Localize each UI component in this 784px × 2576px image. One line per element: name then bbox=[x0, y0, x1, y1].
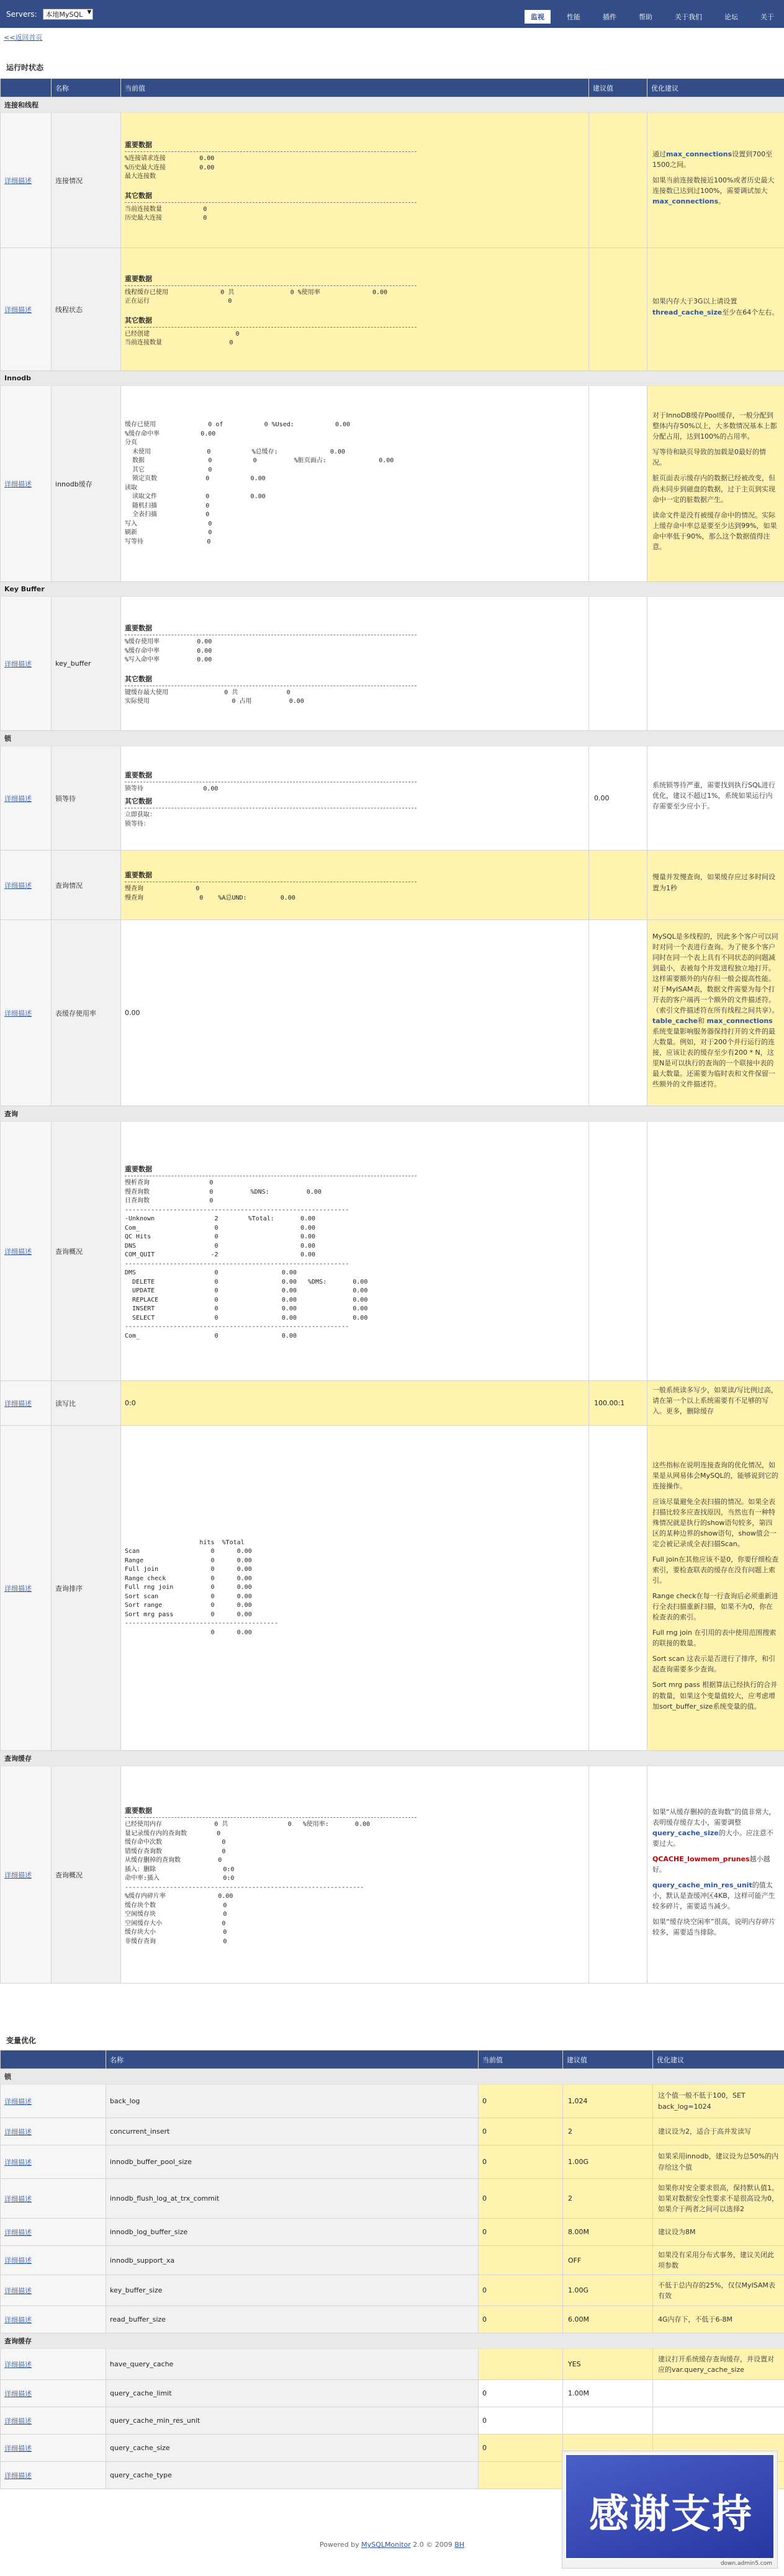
detail-cell bbox=[1, 2380, 106, 2407]
var-advice bbox=[653, 2380, 784, 2407]
var-advice: 如果没有采用分布式事务，建议关闭此项参数 bbox=[653, 2246, 784, 2275]
detail-link[interactable]: 详细描述 bbox=[4, 794, 32, 803]
var-name: innodb_buffer_pool_size bbox=[106, 2145, 479, 2179]
detail-cell bbox=[1, 2118, 106, 2145]
tab-help[interactable]: 帮助 bbox=[639, 13, 652, 21]
var-advice: 建议设为2，适合于高并发读写 bbox=[653, 2118, 784, 2145]
var-advice: 这个值一般不低于100，SET back_log=1024 bbox=[653, 2085, 784, 2118]
advice-cell bbox=[647, 920, 784, 1106]
detail-link[interactable]: 详细描述 bbox=[4, 2471, 32, 2480]
advice-cell bbox=[647, 386, 784, 582]
group-row bbox=[1, 2333, 784, 2349]
var-suggested: 8.00M bbox=[563, 2219, 653, 2246]
key-data-text: %缓存使用率 0.00 %缓存命中率 0.00 %写入命中率 0.00 bbox=[125, 638, 212, 664]
table-row bbox=[1, 386, 784, 582]
detail-link[interactable]: 详细描述 bbox=[4, 2127, 32, 2136]
server-select[interactable] bbox=[43, 9, 93, 20]
header-col-suggested: 建议值 bbox=[563, 2051, 653, 2069]
suggested-value bbox=[589, 1426, 647, 1751]
var-advice: 如果你对安全要求很高，保持默认值1。如果对数据安全性要求不是很高设为0，如果介于两者之间可以选择2 bbox=[653, 2179, 784, 2219]
table-row bbox=[1, 746, 784, 851]
detail-cell bbox=[1, 248, 52, 371]
table-row bbox=[1, 1381, 784, 1426]
advice-text: 如果“从缓存删掉的查询数”的值非常大，表明缓存缓存太小，需要调整 bbox=[652, 1807, 776, 1827]
detail-cell bbox=[1, 2306, 106, 2333]
detail-link[interactable]: 详细描述 bbox=[4, 2444, 32, 2453]
key-data-title: 重要数据 bbox=[125, 274, 152, 283]
detail-link[interactable]: 详细描述 bbox=[4, 1009, 32, 1017]
current-value bbox=[121, 1122, 589, 1381]
key-data-text: 线程缓存已使用 0 共 0 %使用率 0.00 正在运行 0 bbox=[125, 288, 388, 305]
table-row bbox=[1, 1122, 784, 1381]
table-row bbox=[1, 113, 784, 248]
advice-text: Sort mrg pass 根据算法已经执行的合并的数量，如果这个变量值较大，应考虑增加sort_buffer_size系统变量的值。 bbox=[652, 1681, 778, 1711]
advice-text: 和 bbox=[698, 1017, 705, 1026]
current-value bbox=[121, 1766, 589, 1983]
var-name: innodb_log_buffer_size bbox=[106, 2219, 479, 2246]
query-stats-text: 慢析查询 0 慢查询数 0 %DNS: 0.00 日查询数 0 ------------------------------------------------------------ -Unknown 2 %Total: 0.00 Com_ 0 0.00 QC Hits 0 0.00 DNS 0 0.00 COM_QUIT -2 0.00 ------------------------------------------------------------ DMS 0 0.00 DELETE 0 0.00 %DMS: 0.00 UPDATE 0 0.00 0.00 REPLACE 0 0.00 0.00 INSERT 0 0.00 0.00 SELECT 0 0.00 0.00 ------------------------------------------------------------ Com_ 0 0.00 bbox=[125, 1179, 368, 1339]
suggested-value bbox=[589, 597, 647, 731]
detail-cell bbox=[1, 2275, 106, 2306]
advice-highlight: max_connections bbox=[706, 1017, 773, 1026]
detail-cell bbox=[1, 2407, 106, 2435]
server-select-value: 本地MySQL bbox=[45, 11, 83, 19]
detail-link[interactable]: 详细描述 bbox=[4, 1871, 32, 1879]
suggested-value bbox=[589, 851, 647, 920]
vars-table bbox=[0, 2050, 784, 2489]
other-data-text: 键缓存最大使用 0 共 0 实际使用 0 占用 0.00 bbox=[125, 689, 304, 705]
group-query: 查询 bbox=[1, 1106, 784, 1122]
var-row bbox=[1, 2349, 784, 2380]
current-value bbox=[121, 248, 589, 371]
advice-text: 的大小。应注意不要过大。 bbox=[652, 1828, 773, 1848]
tab-forum[interactable]: 论坛 bbox=[724, 13, 738, 21]
row-name: 读写比 bbox=[52, 1381, 121, 1426]
detail-link[interactable]: 详细描述 bbox=[4, 2389, 32, 2398]
detail-cell bbox=[1, 2085, 106, 2118]
var-row bbox=[1, 2246, 784, 2275]
detail-cell bbox=[1, 1381, 52, 1426]
var-current: 0 bbox=[479, 2275, 563, 2306]
group-row bbox=[1, 97, 784, 113]
detail-cell bbox=[1, 2349, 106, 2380]
current-value bbox=[121, 1426, 589, 1751]
current-value bbox=[121, 746, 589, 851]
detail-cell bbox=[1, 386, 52, 582]
other-data-title: 其它数据 bbox=[125, 797, 152, 806]
header-col-name: 名称 bbox=[52, 79, 121, 97]
advice-highlight: query_cache_size bbox=[652, 1828, 719, 1837]
detail-cell bbox=[1, 920, 52, 1106]
detail-link[interactable]: 详细描述 bbox=[4, 1247, 32, 1256]
detail-cell bbox=[1, 2246, 106, 2275]
key-data-title: 重要数据 bbox=[125, 1807, 152, 1815]
suggested-value bbox=[589, 920, 647, 1106]
var-suggested: 1.00G bbox=[563, 2145, 653, 2179]
detail-link[interactable]: 详细描述 bbox=[4, 2194, 32, 2203]
var-suggested bbox=[563, 2407, 653, 2435]
advice-text: 的值太小，默认是查缓冲区4KB，这样可能产生较多碎片，需要适当减少。 bbox=[652, 1881, 775, 1911]
var-name: key_buffer_size bbox=[106, 2275, 479, 2306]
header-col-current: 当前值 bbox=[479, 2051, 563, 2069]
advice-highlight: query_cache_min_res_unit bbox=[652, 1881, 752, 1890]
var-current bbox=[479, 2246, 563, 2275]
detail-cell bbox=[1, 2435, 106, 2462]
var-row bbox=[1, 2407, 784, 2435]
back-home-link[interactable]: <<返回首页 bbox=[4, 34, 43, 42]
var-current: 0 bbox=[479, 2306, 563, 2333]
detail-cell bbox=[1, 1426, 52, 1751]
advice-text: 脏页面表示缓存内的数据已经被改变，但尚未同步到磁盘的数据，过于主页到实现命中一定的脏数据产生。 bbox=[652, 474, 775, 504]
footer-text: Powered by bbox=[319, 2541, 362, 2549]
detail-cell bbox=[1, 597, 52, 731]
advice-text: 如果内存大于3G以上请设置 bbox=[652, 297, 737, 306]
var-current bbox=[479, 2349, 563, 2380]
advice-cell bbox=[647, 746, 784, 851]
var-suggested: 6.00M bbox=[563, 2306, 653, 2333]
advice-highlight: max_connections bbox=[652, 197, 719, 206]
query-cache-stats-text: 已经使用内存 0 共 0 %使用率: 0.00 量记录缓存内的查询数 0 缓存命中次数 0 错缓存查询数 0 从缓存删掉的查询数 0 插入：删除 0:0 命中率:插入 0:0 ---------------------------------------------------------------- %缓存内碎片率 0.00 缓存块个数 0 空闲缓存块 0 空闲缓存大小 0 缓存块大小 0 非缓存查询 0 bbox=[125, 1821, 371, 1945]
other-data-title: 其它数据 bbox=[125, 191, 152, 200]
other-data-text: 已经创建 0 当前连接数量 0 bbox=[125, 330, 240, 346]
server-selector-label bbox=[6, 9, 93, 20]
group-conn: 连接和线程 bbox=[1, 97, 784, 113]
header-col-suggested: 建议值 bbox=[589, 79, 647, 97]
key-data-title: 重要数据 bbox=[125, 871, 152, 879]
advice-text: 一般系统读多写少，如果读/写比例过高，请在第一个以上系统需要有不足够的写入。更多，删除缓存 bbox=[652, 1386, 778, 1416]
row-name: 查询情况 bbox=[52, 851, 121, 920]
servers-label: Servers: bbox=[6, 10, 37, 19]
var-current: 0 bbox=[479, 2145, 563, 2179]
advice-cell bbox=[647, 1766, 784, 1983]
group-row bbox=[1, 2069, 784, 2085]
main-nav bbox=[515, 10, 780, 24]
table-row bbox=[1, 851, 784, 920]
var-current: 0 bbox=[479, 2219, 563, 2246]
group-row bbox=[1, 1106, 784, 1122]
header-col-advice: 优化建议 bbox=[647, 79, 784, 97]
group-row bbox=[1, 371, 784, 386]
suggested-value: 0.00 bbox=[589, 746, 647, 851]
table-row bbox=[1, 1766, 784, 1983]
footer-link-bh[interactable]: BH bbox=[454, 2541, 465, 2549]
detail-link[interactable]: 详细描述 bbox=[4, 2315, 32, 2324]
var-name: have_query_cache bbox=[106, 2349, 479, 2380]
detail-link[interactable]: 详细描述 bbox=[4, 176, 32, 185]
row-name: 线程状态 bbox=[52, 248, 121, 371]
detail-cell bbox=[1, 746, 52, 851]
advice-cell bbox=[647, 1381, 784, 1426]
chevron-down-icon: ▼ bbox=[87, 9, 92, 16]
current-value bbox=[121, 597, 589, 731]
detail-cell bbox=[1, 2179, 106, 2219]
innodb-stats-text: 缓存已使用 0 of 0 %Used: 0.00 %缓存命中率 0.00 分页 未使用 0 %总缓存: 0.00 数据 0 0 %脏页面占: 0.00 其它 0 锁定页数 0 0.00 读取 读取文件 0 0.00 随机扫描 0 全表扫描 0 写入 0 刷新 0 写等待 0 bbox=[125, 421, 394, 545]
header-col-name: 名称 bbox=[106, 2051, 479, 2069]
detail-link[interactable]: 详细描述 bbox=[4, 2158, 32, 2167]
suggested-value bbox=[589, 386, 647, 582]
var-name: back_log bbox=[106, 2085, 479, 2118]
var-advice: 建议打开系统缓存查询缓存，并设置对应的var.query_cache_size bbox=[653, 2349, 784, 2380]
advice-cell bbox=[647, 113, 784, 248]
thanks-banner bbox=[562, 2451, 778, 2569]
var-row bbox=[1, 2306, 784, 2333]
key-data-text: 慢查询 0 慢查询 0 %A总UND: 0.00 bbox=[125, 885, 295, 901]
detail-cell bbox=[1, 851, 52, 920]
current-value bbox=[121, 113, 589, 248]
detail-link[interactable]: 详细描述 bbox=[4, 305, 32, 314]
vars-header-row bbox=[1, 2051, 784, 2069]
var-current: 0 bbox=[479, 2118, 563, 2145]
other-data-title: 其它数据 bbox=[125, 674, 152, 683]
advice-text: 写等待和缺页导致的加载是0最好的情况。 bbox=[652, 448, 766, 467]
var-name: query_cache_size bbox=[106, 2435, 479, 2462]
var-row bbox=[1, 2118, 784, 2145]
advice-text: Full join在其他应该不是0，你要仔细检查索引，要检查联表的缓存在没有问题上索引。 bbox=[652, 1555, 779, 1585]
key-data-title: 重要数据 bbox=[125, 1165, 152, 1173]
var-row bbox=[1, 2085, 784, 2118]
var-current: 0 bbox=[479, 2380, 563, 2407]
other-data-title: 其它数据 bbox=[125, 316, 152, 324]
advice-text: 如果当前连接数接近100%或者历史最大连接数已达到过100%，需要调试加大 bbox=[652, 176, 775, 195]
key-data-title: 重要数据 bbox=[125, 141, 152, 150]
var-advice: 4G内存下，不低于6-8M bbox=[653, 2306, 784, 2333]
var-name: query_cache_min_res_unit bbox=[106, 2407, 479, 2435]
tab-about[interactable]: 关于 bbox=[760, 13, 774, 21]
sort-stats-text: hits %Total Scan 0 0.00 Range 0 0.00 Full join 0 0.00 Range check 0 0.00 Full rng join 0 0.00 Sort scan 0 0.00 Sort range 0 0.00 Sort mrg pass 0 0.00 ----------------------------------------- 0 0.00 bbox=[125, 1539, 278, 1636]
thanks-banner-box bbox=[565, 2454, 775, 2559]
var-name: concurrent_insert bbox=[106, 2118, 479, 2145]
key-data-title: 重要数据 bbox=[125, 624, 152, 633]
advice-text: 如果“缓存块空闲率”很高，说明内存碎片较多，需要适当排除。 bbox=[652, 1918, 776, 1937]
var-advice bbox=[653, 2407, 784, 2435]
var-advice: 不低于总内存的25%，仅仅MyISAM表有效 bbox=[653, 2275, 784, 2306]
detail-cell bbox=[1, 1122, 52, 1381]
vars-section-title: 变量优化 bbox=[6, 2036, 37, 2045]
row-name: 锁等待 bbox=[52, 746, 121, 851]
tab-plugins[interactable]: 插件 bbox=[603, 13, 616, 21]
var-suggested: 1.00G bbox=[563, 2275, 653, 2306]
var-current bbox=[479, 2462, 563, 2489]
var-name: query_cache_limit bbox=[106, 2380, 479, 2407]
group-lock: 锁 bbox=[1, 731, 784, 746]
advice-highlight: thread_cache_size bbox=[652, 308, 723, 316]
var-suggested: 2 bbox=[563, 2179, 653, 2219]
detail-cell bbox=[1, 2462, 106, 2489]
detail-cell bbox=[1, 113, 52, 248]
detail-link[interactable]: 详细描述 bbox=[4, 2360, 32, 2369]
detail-link[interactable]: 详细描述 bbox=[4, 2417, 32, 2425]
advice-text: 系统锁等待严重，需要找到执行SQL进行优化，建议不超过1%，系统如果运行内存需要至少应小于。 bbox=[652, 780, 775, 811]
tab-monitor[interactable]: 监视 bbox=[525, 10, 551, 24]
detail-link[interactable]: 详细描述 bbox=[4, 2097, 32, 2106]
var-current: 0 bbox=[479, 2407, 563, 2435]
table-row bbox=[1, 597, 784, 731]
var-suggested: YES bbox=[563, 2349, 653, 2380]
footer-text: 2.0 © 2009 bbox=[410, 2541, 455, 2549]
var-row bbox=[1, 2275, 784, 2306]
detail-link[interactable]: 详细描述 bbox=[4, 1584, 32, 1593]
row-name: 查询排序 bbox=[52, 1426, 121, 1751]
var-advice: 如果采用innodb，建议设为总50%的内存给这个值 bbox=[653, 2145, 784, 2179]
suggested-value bbox=[589, 1122, 647, 1381]
advice-cell bbox=[647, 1122, 784, 1381]
advice-warning: QCACHE_lowmem_prunes bbox=[652, 1855, 750, 1864]
group-row bbox=[1, 582, 784, 597]
key-data-text: 锁等待 0.00 bbox=[125, 785, 219, 792]
advice-text: 应该尽量避免全表扫描的情况。如果全表扫描比较多应查找原因，当然也有一种特殊情况就是执行的show语句较多，第四区的某种边界的show语句，show值会一定会被记录成全表扫描Scan。 bbox=[652, 1497, 777, 1548]
table-row bbox=[1, 920, 784, 1106]
group-keybuffer: Key Buffer bbox=[1, 582, 784, 597]
tab-about-us[interactable]: 关于我们 bbox=[675, 13, 702, 21]
var-row bbox=[1, 2145, 784, 2179]
advice-highlight: table_cache bbox=[652, 1017, 698, 1026]
advice-cell bbox=[647, 597, 784, 731]
detail-link[interactable]: 详细描述 bbox=[4, 480, 32, 488]
detail-cell bbox=[1, 1766, 52, 1983]
advice-text: Sort scan 这表示是否进行了排序，和引起查询需要多少查询。 bbox=[652, 1655, 776, 1674]
status-section-title: 运行时状态 bbox=[6, 63, 44, 72]
var-current: 0 bbox=[479, 2179, 563, 2219]
var-suggested: 1.00M bbox=[563, 2380, 653, 2407]
other-data-text: 立即获取： 锁等待： bbox=[125, 812, 156, 828]
row-name: key_buffer bbox=[52, 597, 121, 731]
var-name: query_cache_type bbox=[106, 2462, 479, 2489]
current-value bbox=[121, 386, 589, 582]
advice-text: 至少在64个左右。 bbox=[722, 308, 779, 316]
detail-link[interactable]: 详细描述 bbox=[4, 2286, 32, 2295]
row-name: 表缓存使用率 bbox=[52, 920, 121, 1106]
status-header-row bbox=[1, 79, 784, 97]
thanks-text: 感谢支持 bbox=[589, 2492, 753, 2538]
detail-link[interactable]: 详细描述 bbox=[4, 2256, 32, 2265]
advice-cell bbox=[647, 248, 784, 371]
row-name: 连接情况 bbox=[52, 113, 121, 248]
advice-text: 慢量并发慢查询，如果缓存应过多时间设置为1秒 bbox=[652, 873, 775, 892]
header-col-0 bbox=[1, 79, 52, 97]
suggested-value bbox=[589, 113, 647, 248]
key-data-text: %连接请求连接 0.00 %历史最大连接 0.00 最大连接数 bbox=[125, 155, 215, 181]
group-innodb: Innodb bbox=[1, 371, 784, 386]
var-suggested: 1,024 bbox=[563, 2085, 653, 2118]
detail-cell bbox=[1, 2219, 106, 2246]
var-suggested: OFF bbox=[563, 2246, 653, 2275]
other-data-text: 当前连接数量 0 历史最大连接 0 bbox=[125, 205, 207, 222]
advice-text: 通过 bbox=[652, 150, 666, 158]
advice-text: 设置到700至1500之间。 bbox=[652, 150, 773, 169]
header-col-current: 当前值 bbox=[121, 79, 589, 97]
detail-link[interactable]: 详细描述 bbox=[4, 1399, 32, 1408]
header-col-0 bbox=[1, 2051, 106, 2069]
advice-text: MySQL是多线程的，因此多个客户可以同时对同一个表进行查询。为了使多个客户同时在同一个表上具有不同状态的问题减到最小，表被每个并发进程独立地打开。这样需要额外的内存但一般会提高性能。对于MyISAM表，数据文件需要为每个打开表的客户端再一个额外的文件描述符。（索引文件描述符在所有线程之间共享）。 bbox=[652, 932, 779, 1014]
detail-link[interactable]: 详细描述 bbox=[4, 660, 32, 668]
detail-cell bbox=[1, 2145, 106, 2179]
current-value bbox=[121, 851, 589, 920]
row-name: innodb缓存 bbox=[52, 386, 121, 582]
var-current: 0 bbox=[479, 2085, 563, 2118]
advice-text: 对于InnoDB缓存Pool缓存，一般分配到整体内存50%以上，大多数情况基本上都分配占用，达到100%的占用率。 bbox=[652, 411, 777, 441]
footer-link-monitor[interactable]: MySQLMonitor bbox=[361, 2541, 411, 2549]
advice-text: 越小越好。 bbox=[652, 1855, 770, 1874]
tab-performance[interactable]: 性能 bbox=[567, 13, 580, 21]
var-row bbox=[1, 2219, 784, 2246]
advice-text: 系统变量影响服务器保持打开的文件的最大数量。例如，对于200个并行运行的连接，应该让表的缓存至少有200 * N，这里N是可以执行的查询的一个联接中表的最大数量。还需要为临时表和文件保留一些额外的文件描述符。 bbox=[652, 1027, 775, 1089]
var-advice: 建议设为8M bbox=[653, 2219, 784, 2246]
vars-group-lock: 锁 bbox=[1, 2069, 784, 2085]
row-name: 查询概况 bbox=[52, 1122, 121, 1381]
advice-cell bbox=[647, 1426, 784, 1751]
var-name: innodb_flush_log_at_trx_commit bbox=[106, 2179, 479, 2219]
var-name: read_buffer_size bbox=[106, 2306, 479, 2333]
status-table bbox=[0, 78, 784, 1983]
table-row bbox=[1, 248, 784, 371]
advice-highlight: max_connections bbox=[666, 150, 732, 158]
header-col-advice: 优化建议 bbox=[653, 2051, 784, 2069]
advice-text: Full rng join 在引用的表中使用范围搜索的联接的数量。 bbox=[652, 1629, 777, 1648]
var-row bbox=[1, 2380, 784, 2407]
detail-link[interactable]: 详细描述 bbox=[4, 881, 32, 890]
key-data-title: 重要数据 bbox=[125, 771, 152, 779]
table-row bbox=[1, 1426, 784, 1751]
group-qcache: 查询缓存 bbox=[1, 1751, 784, 1766]
current-value: 0:0 bbox=[121, 1381, 589, 1426]
group-row bbox=[1, 1751, 784, 1766]
group-row bbox=[1, 731, 784, 746]
var-suggested: 2 bbox=[563, 2118, 653, 2145]
advice-text: 。 bbox=[718, 197, 726, 206]
var-row bbox=[1, 2179, 784, 2219]
suggested-value: 100.00:1 bbox=[589, 1381, 647, 1426]
row-name: 查询概况 bbox=[52, 1766, 121, 1983]
advice-text: 读命文件是没有被缓存命中的情况。实际上缓存命中率总是要至少达到99%，如果命中率低于90%，那么这个数据值得注意。 bbox=[652, 511, 777, 551]
advice-text: Range check在每一行查询后必须重新进行全表扫描重新扫描，如果不为0，你在检查表的索引。 bbox=[652, 1592, 778, 1622]
var-current: 0 bbox=[479, 2435, 563, 2462]
suggested-value bbox=[589, 248, 647, 371]
detail-link[interactable]: 详细描述 bbox=[4, 2228, 32, 2237]
banner-url: down.admin5.com bbox=[720, 2560, 772, 2567]
vars-group-qcache: 查询缓存 bbox=[1, 2333, 784, 2349]
var-name: innodb_support_xa bbox=[106, 2246, 479, 2275]
advice-cell bbox=[647, 851, 784, 920]
current-value: 0.00 bbox=[121, 920, 589, 1106]
suggested-value bbox=[589, 1766, 647, 1983]
top-bar bbox=[0, 0, 784, 28]
advice-text: 这些指标在说明连接查询的优化情况，如果是从网易体会MySQL的，能够说到它的连接操作。 bbox=[652, 1460, 778, 1490]
